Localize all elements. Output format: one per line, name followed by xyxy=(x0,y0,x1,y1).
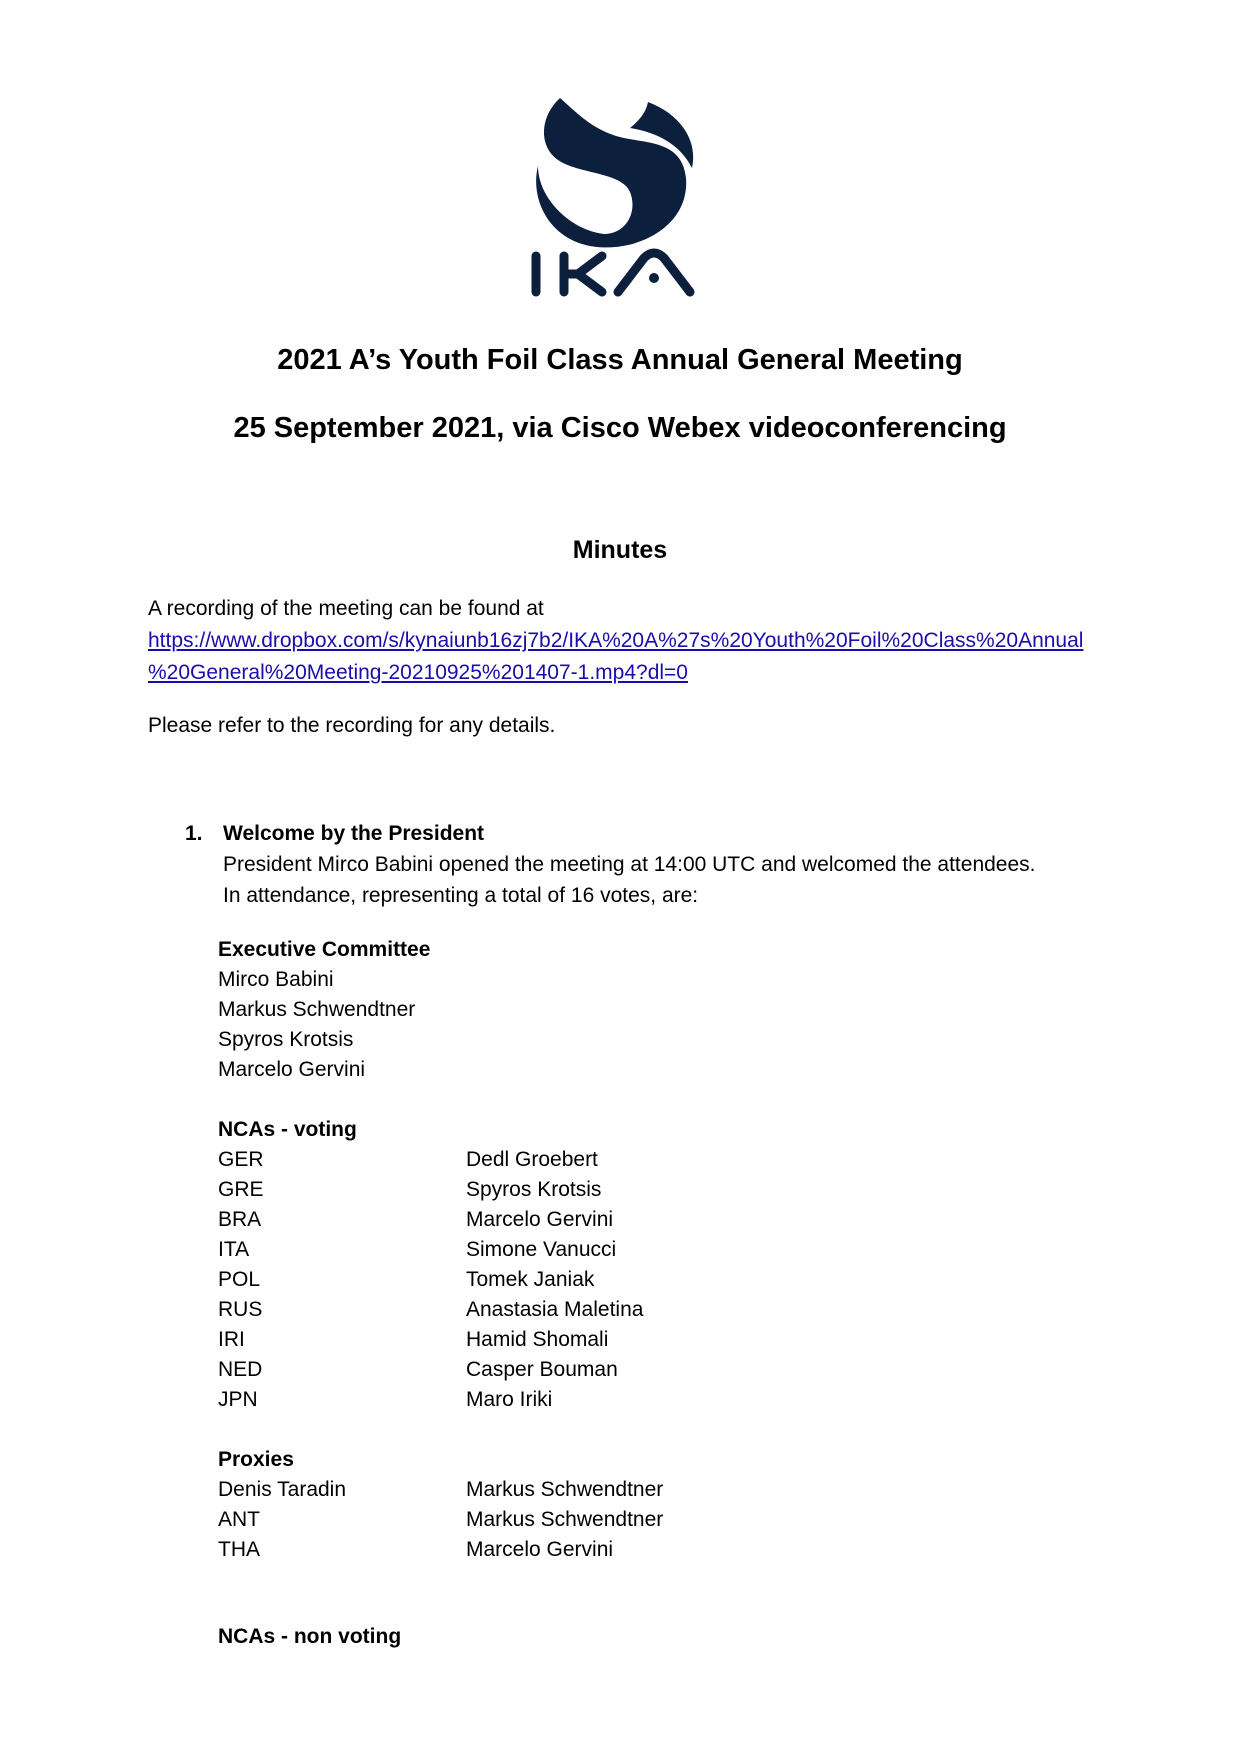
representative: Casper Bouman xyxy=(466,1358,618,1381)
recording-link-line2[interactable]: %20General%20Meeting-20210925%201407-1.mp4?dl=0 xyxy=(148,661,688,684)
proxy-from: Denis Taradin xyxy=(218,1478,347,1501)
table-row xyxy=(218,1475,663,1505)
representative: Hamid Shomali xyxy=(466,1328,609,1351)
country-code: BRA xyxy=(218,1208,262,1231)
country-code: IRI xyxy=(218,1328,245,1351)
ncas-nonvoting-title: NCAs - non voting xyxy=(218,1625,402,1648)
table-row xyxy=(218,1295,643,1325)
table-row xyxy=(218,1325,643,1355)
proxies-title: Proxies xyxy=(218,1448,294,1471)
proxy-to: Marcelo Gervini xyxy=(466,1538,614,1561)
country-code: JPN xyxy=(218,1388,258,1411)
list-item: Markus Schwendtner xyxy=(218,998,416,1021)
ncas-voting-title: NCAs - voting xyxy=(218,1118,357,1141)
logo-wordmark xyxy=(536,253,690,292)
document-subtitle: 25 September 2021, via Cisco Webex videoconferencing xyxy=(233,412,1007,444)
representative: Dedl Groebert xyxy=(466,1148,598,1171)
representative: Anastasia Maletina xyxy=(466,1298,644,1321)
document-title: 2021 A’s Youth Foil Class Annual General Meeting xyxy=(277,344,963,376)
table-row xyxy=(218,1235,643,1265)
section-number: 1. xyxy=(185,822,203,845)
intro-block xyxy=(148,593,1108,689)
list-item: Spyros Krotsis xyxy=(218,1028,354,1051)
proxy-from: THA xyxy=(218,1538,260,1561)
table-row xyxy=(218,1145,643,1175)
representative: Simone Vanucci xyxy=(466,1238,617,1261)
section-title: Welcome by the President xyxy=(223,822,485,845)
refer-text: Please refer to the recording for any details. xyxy=(148,714,556,737)
proxies-list xyxy=(218,1445,663,1565)
country-code: GRE xyxy=(218,1178,264,1201)
table-row xyxy=(218,1265,643,1295)
ncas-voting-list xyxy=(218,1115,643,1415)
table-row xyxy=(218,1505,663,1535)
logo-s-mark xyxy=(536,98,693,247)
country-code: ITA xyxy=(218,1238,250,1261)
proxy-to: Markus Schwendtner xyxy=(466,1478,664,1501)
ncas-nonvoting-list xyxy=(218,1622,401,1652)
executive-committee-list xyxy=(218,935,430,1085)
proxy-to: Markus Schwendtner xyxy=(466,1508,664,1531)
table-row xyxy=(218,1535,663,1565)
country-code: GER xyxy=(218,1148,264,1171)
country-code: RUS xyxy=(218,1298,263,1321)
table-row xyxy=(218,1385,643,1415)
section-line-1: President Mirco Babini opened the meeting at 14:00 UTC and welcomed the attendees. xyxy=(223,853,1036,876)
minutes-heading: Minutes xyxy=(572,536,668,564)
executive-title: Executive Committee xyxy=(218,938,431,961)
recording-link-line1[interactable]: https://www.dropbox.com/s/kynaiunb16zj7b2/IKA%20A%27s%20Youth%20Foil%20Class%20Annual xyxy=(148,629,1084,652)
table-row xyxy=(218,1205,643,1235)
representative: Marcelo Gervini xyxy=(466,1208,614,1231)
list-item: Marcelo Gervini xyxy=(218,1058,366,1081)
ika-logo xyxy=(530,88,710,298)
section-line-2: In attendance, representing a total of 16 votes, are: xyxy=(223,884,699,907)
table-row xyxy=(218,1355,643,1385)
country-code: POL xyxy=(218,1268,261,1291)
proxy-from: ANT xyxy=(218,1508,260,1531)
country-code: NED xyxy=(218,1358,263,1381)
table-row xyxy=(218,1175,643,1205)
representative: Tomek Janiak xyxy=(466,1268,595,1291)
representative: Spyros Krotsis xyxy=(466,1178,602,1201)
representative: Maro Iriki xyxy=(466,1388,553,1411)
list-item: Mirco Babini xyxy=(218,968,334,991)
recording-text: A recording of the meeting can be found at xyxy=(148,597,544,620)
